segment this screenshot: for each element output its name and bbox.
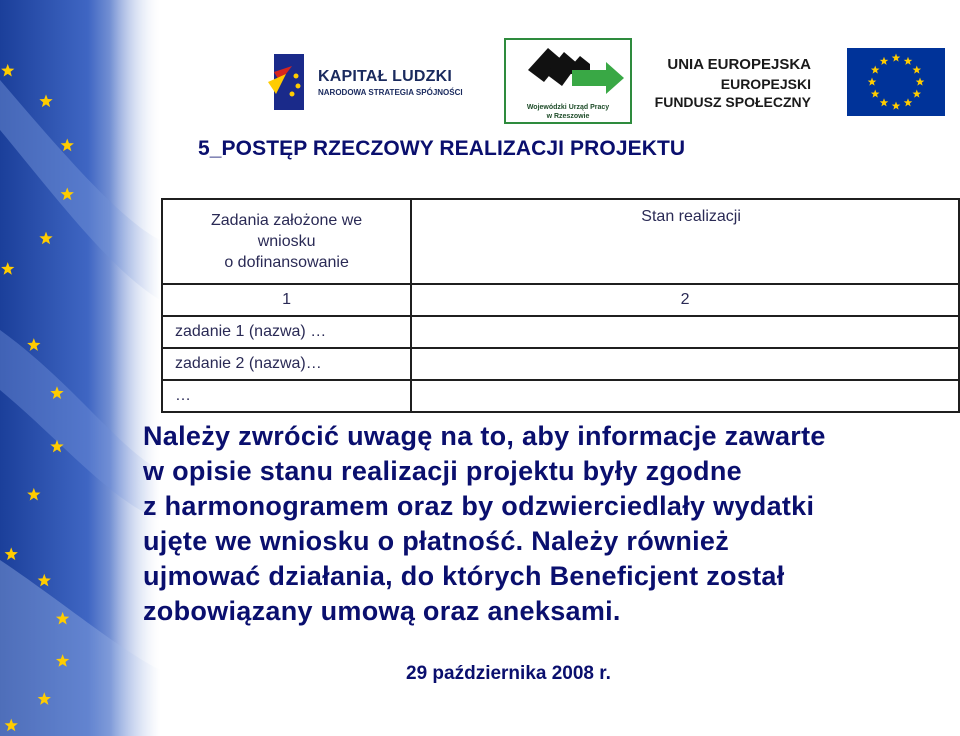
eu-efs-logo (655, 30, 945, 125)
header-status: Stan realizacji (411, 199, 959, 284)
efs-name-line1: EUROPEJSKI (720, 76, 811, 92)
table-number-row (162, 284, 959, 316)
eu-flag-icon (847, 48, 945, 116)
header-tasks: Zadania założone we wniosku o dofinansowanie (162, 199, 411, 284)
task-cell: zadanie 1 (nazwa) … (162, 316, 411, 348)
kapital-ludzki-logo (262, 52, 462, 114)
task-cell: … (162, 380, 411, 412)
wup-city: w Rzeszowie (546, 113, 590, 120)
table-row (162, 348, 959, 380)
status-cell (411, 380, 959, 412)
wup-logo (504, 38, 632, 124)
wup-arrow-icon (506, 40, 630, 98)
kapital-ludzki-subtitle: NARODOWA STRATEGIA SPÓJNOŚCI (318, 88, 463, 97)
note-line: Należy zwrócić uwagę na to, aby informacje zawarte (143, 421, 826, 451)
note-line: z harmonogramem oraz by odzwierciedlały wydatki (143, 491, 815, 521)
note-line: w opisie stanu realizacji projektu były zgodne (143, 456, 742, 486)
column-number: 2 (411, 284, 959, 316)
note-line: zobowiązany umową oraz aneksami. (143, 596, 621, 626)
column-number: 1 (162, 284, 411, 316)
note-line: ujmować działania, do których Beneficjent został (143, 561, 785, 591)
wup-name: Wojewódzki Urząd Pracy (526, 104, 610, 111)
note-line: ujęte we wniosku o płatność. Należy również (143, 526, 730, 556)
eu-stars-band (0, 0, 160, 736)
instruction-note (143, 419, 943, 629)
progress-table (161, 198, 960, 413)
page-title: 5_POSTĘP RZECZOWY REALIZACJI PROJEKTU (198, 137, 686, 160)
table-row (162, 380, 959, 412)
table-row (162, 316, 959, 348)
kapital-ludzki-title: KAPITAŁ LUDZKI (318, 68, 453, 85)
efs-name-line2: FUNDUSZ SPOŁECZNY (654, 94, 811, 110)
status-cell (411, 348, 959, 380)
status-cell (411, 316, 959, 348)
kapital-ludzki-emblem-icon (266, 52, 310, 112)
eu-name: UNIA EUROPEJSKA (667, 56, 811, 73)
task-cell: zadanie 2 (nazwa)… (162, 348, 411, 380)
table-header-row (162, 199, 959, 284)
footer-date: 29 października 2008 r. (406, 663, 611, 684)
